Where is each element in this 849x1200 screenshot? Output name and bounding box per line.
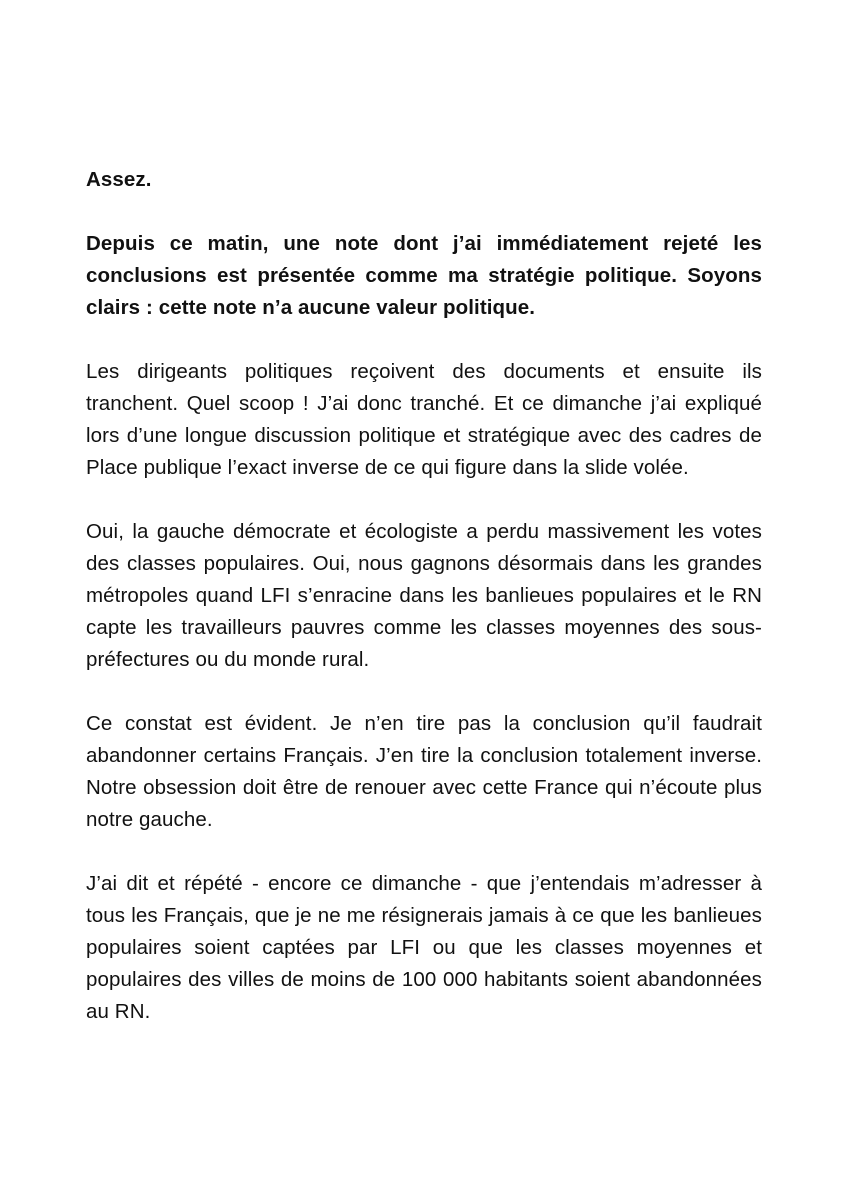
paragraph-commitment: J’ai dit et répété - encore ce dimanche - que j’entendais m’adresser à tous les Français, que je ne me résignerais jamais à ce que les banlieues populaires soient captées par LFI ou que les classes moyennes et populaires des villes de moins de 100 000 habitants soient abandonnées au RN. <box>86 872 762 1023</box>
document-body <box>86 164 762 1028</box>
paragraph-conclusion: Ce constat est évident. Je n’en tire pas la conclusion qu’il faudrait abandonner certains Français. J’en tire la conclusion totalement inverse. Notre obsession doit être de renouer avec cette France qui n’écoute plus notre gauche. <box>86 712 762 831</box>
paragraph-opening: Assez. <box>86 168 152 191</box>
paragraph-electoral-analysis: Oui, la gauche démocrate et écologiste a perdu massivement les votes des classes populaires. Oui, nous gagnons désormais dans les grandes métropoles quand LFI s’enracine dans les banlieues populaires et le RN capte les travailleurs pauvres comme les classes moyennes des sous-préfectures ou du monde rural. <box>86 520 762 671</box>
paragraph-decision: Les dirigeants politiques reçoivent des documents et ensuite ils tranchent. Quel scoop ! J’ai donc tranché. Et ce dimanche j’ai expliqué lors d’une longue discussion politique et stratégique avec des cadres de Place publique l’exact inverse de ce qui figure dans la slide volée. <box>86 360 762 479</box>
paragraph-note-rejection: Depuis ce matin, une note dont j’ai immédiatement rejeté les conclusions est présentée comme ma stratégie politique. Soyons clairs : cette note n’a aucune valeur politique. <box>86 232 762 319</box>
